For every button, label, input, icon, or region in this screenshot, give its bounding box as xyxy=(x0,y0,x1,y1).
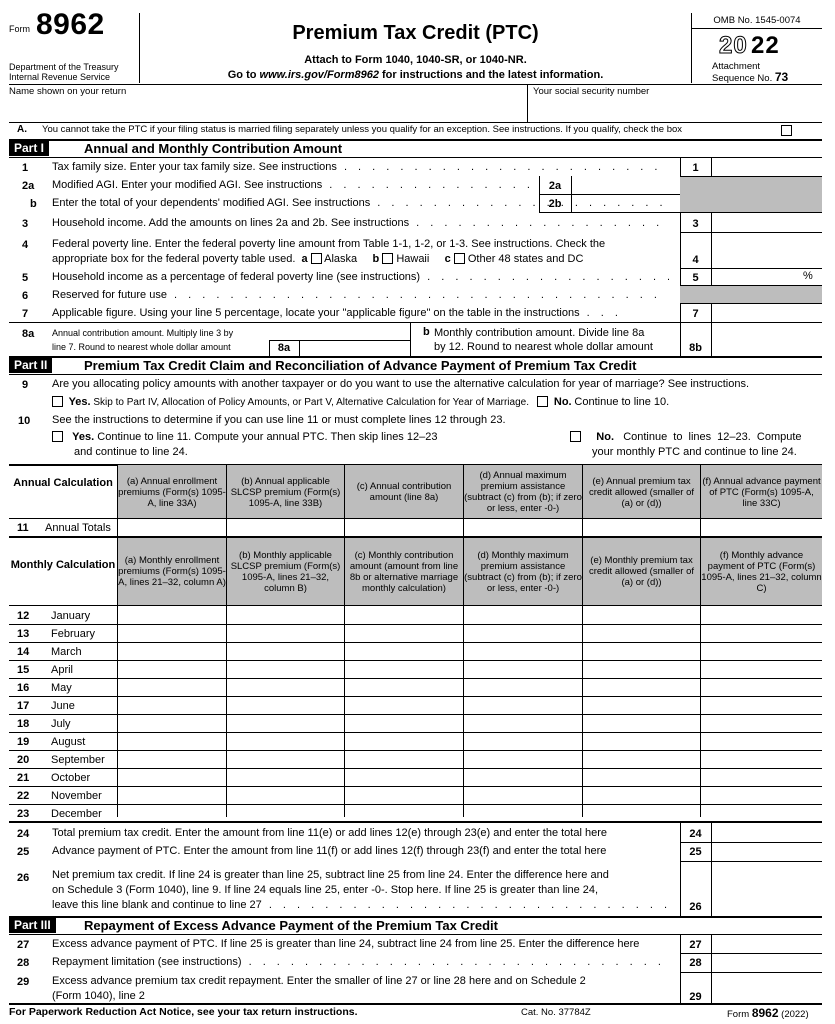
name-label: Name shown on your return xyxy=(9,86,127,97)
month-col-b-input[interactable] xyxy=(227,643,344,660)
line3-number: 3 xyxy=(22,218,29,230)
month-col-c-input[interactable] xyxy=(345,787,463,804)
annual-col-d-header: (d) Annual maximum premium assistance (subtract (c) from (b); if zero or less, enter -0-) xyxy=(464,470,582,514)
sequence-number: 73 xyxy=(774,70,789,84)
month-col-d-input[interactable] xyxy=(464,787,582,804)
line28-text: Repayment limitation (see instructions) . . . . . . xyxy=(52,955,669,970)
month-line-number: 13 xyxy=(17,628,30,640)
month-col-a-input[interactable] xyxy=(118,625,226,642)
month-col-f-input[interactable] xyxy=(701,625,822,642)
annual-col-f-header: (f) Annual advance payment of PTC (Form(s) 1095-A, line 33C) xyxy=(702,475,821,509)
part3-badge: Part III xyxy=(9,918,56,933)
line26-input[interactable] xyxy=(712,862,822,916)
part3-header-rule xyxy=(9,934,822,935)
line8b-box-number: 8b xyxy=(689,342,702,354)
month-col-c-input[interactable] xyxy=(345,733,463,750)
monthly-col-a-header: (a) Monthly enrollment premiums (Form(s) 1095-A, lines 21–32, column A) xyxy=(118,555,226,588)
monthly-col-d-header: (d) Monthly maximum premium assistance (subtract (c) from (b); if zero or less, enter -0-) xyxy=(464,549,582,594)
month-col-a-input[interactable] xyxy=(118,769,226,786)
month-name: September xyxy=(51,754,105,766)
annual-col-c-header: (c) Annual contribution amount (line 8a) xyxy=(356,481,452,503)
month-name: November xyxy=(51,790,102,802)
alaska-checkbox[interactable] xyxy=(311,253,322,264)
month-name: October xyxy=(51,772,91,784)
part2-badge: Part II xyxy=(9,358,52,373)
month-col-f-input[interactable] xyxy=(701,679,822,696)
line8a-text-2: line 7. Round to nearest whole dollar amount xyxy=(52,342,231,352)
annual-totals-label: Annual Totals xyxy=(45,522,111,534)
line7-input[interactable] xyxy=(712,304,822,321)
sequence-text: Sequence No. xyxy=(712,73,773,84)
name-field[interactable] xyxy=(9,96,526,122)
month-col-c-input[interactable] xyxy=(345,751,463,768)
line8a-number: 8a xyxy=(22,328,35,340)
month-col-c-input[interactable] xyxy=(345,679,463,696)
monthly-col-b-header: (b) Monthly applicable SLCSP premium (Form(s) 1095-A, lines 21–32, column B) xyxy=(230,549,341,594)
line-a-text: You cannot take the PTC if your filing status is married filing separately unless you qualify for an exception. See instructions. If you qualify, check the box xyxy=(42,124,683,135)
line2a-text: Modified AGI. Enter your modified AGI. See instructions . . . xyxy=(52,178,669,193)
month-col-a-input[interactable] xyxy=(118,751,226,768)
month-col-a-input[interactable] xyxy=(118,607,226,624)
month-col-b-input[interactable] xyxy=(227,679,344,696)
part3-title: Repayment of Excess Advance Payment of the Premium Tax Credit xyxy=(84,918,498,933)
month-col-b-input[interactable] xyxy=(227,769,344,786)
month-col-c-input[interactable] xyxy=(345,697,463,714)
table-bottom-rule xyxy=(9,821,822,823)
line3-text: Household income. Add the amounts on lines 2a and 2b. See instructions . . . xyxy=(52,216,669,231)
line8a-box-number: 8a xyxy=(277,342,291,354)
line28-input[interactable] xyxy=(712,954,822,971)
form-word: Form xyxy=(9,24,30,34)
month-col-e-input[interactable] xyxy=(583,787,700,804)
month-col-b-input[interactable] xyxy=(227,625,344,642)
month-col-f-input[interactable] xyxy=(701,751,822,768)
month-col-a-input[interactable] xyxy=(118,679,226,696)
line8b-input[interactable] xyxy=(712,323,822,355)
month-col-a-input[interactable] xyxy=(118,733,226,750)
month-name: May xyxy=(51,682,72,694)
line11-col-f-input[interactable] xyxy=(701,519,822,536)
line5-text: Household income as a percentage of federal poverty line (see instructions) . . . xyxy=(52,270,669,285)
ssn-field[interactable] xyxy=(529,96,821,122)
month-col-b-input[interactable] xyxy=(227,697,344,714)
month-col-e-input[interactable] xyxy=(583,805,700,822)
goto-line xyxy=(140,69,691,81)
annual-col-e-header: (e) Annual premium tax credit allowed (smaller of (a) or (d)) xyxy=(588,475,695,509)
month-name: April xyxy=(51,664,74,676)
month-name: March xyxy=(51,646,82,658)
month-line-number: 21 xyxy=(17,772,30,784)
month-col-b-input[interactable] xyxy=(227,607,344,624)
line8a-text-1: Annual contribution amount. Multiply line 3 by xyxy=(52,328,234,338)
tax-year-bold: 22 xyxy=(751,32,780,59)
month-col-c-input[interactable] xyxy=(345,625,463,642)
dept-treasury: Department of the Treasury xyxy=(9,62,119,72)
line11-col-b-input[interactable] xyxy=(227,519,344,536)
month-col-f-input[interactable] xyxy=(701,715,822,732)
line24-number: 24 xyxy=(17,828,30,840)
line25-box-number: 25 xyxy=(689,846,702,858)
month-name: July xyxy=(51,718,71,730)
line4-text-2: appropriate box for the federal poverty table used. a Alaska b Hawaii c Other 48 states and DC xyxy=(52,253,584,265)
month-col-c-input[interactable] xyxy=(345,769,463,786)
line8-divider xyxy=(410,322,411,356)
other-48-states-checkbox[interactable] xyxy=(454,253,465,264)
catalog-number: Cat. No. 37784Z xyxy=(521,1007,591,1018)
line1-input[interactable] xyxy=(712,158,822,175)
month-col-e-input[interactable] xyxy=(583,625,700,642)
month-col-d-input[interactable] xyxy=(464,769,582,786)
line4-text-1: Federal poverty line. Enter the federal poverty line amount from Table 1-1, 1-2, or 1-3. See instructions. Check the xyxy=(52,238,606,250)
month-col-a-input[interactable] xyxy=(118,661,226,678)
line10-number: 10 xyxy=(18,415,31,427)
line26-text-1: Net premium tax credit. If line 24 is greater than line 25, subtract line 25 from line 24. Enter the difference here and xyxy=(52,869,609,881)
month-col-d-input[interactable] xyxy=(464,625,582,642)
month-col-e-input[interactable] xyxy=(583,733,700,750)
month-col-d-input[interactable] xyxy=(464,679,582,696)
month-col-f-input[interactable] xyxy=(701,697,822,714)
line27-input[interactable] xyxy=(712,935,822,952)
footer-form-id: Form 8962 (2022) xyxy=(727,1006,809,1020)
month-col-a-input[interactable] xyxy=(118,715,226,732)
line10-no-checkbox[interactable] xyxy=(570,431,581,442)
month-line-number: 17 xyxy=(17,700,30,712)
line8b-text-2: by 12. Round to nearest whole dollar amount xyxy=(434,341,653,353)
line2b-text: Enter the total of your dependents' modified AGI. See instructions . . . xyxy=(52,196,669,211)
annual-col-a-header: (a) Annual enrollment premiums (Form(s) 1095-A, line 33A) xyxy=(118,475,226,509)
line29-text-2: (Form 1040), line 2 xyxy=(52,990,145,1002)
line6-number: 6 xyxy=(22,290,29,302)
line10-no-line1: No. Continue to lines 12–23. Compute xyxy=(570,430,802,445)
line11-col-a-input[interactable] xyxy=(118,519,226,536)
month-col-f-input[interactable] xyxy=(701,787,822,804)
monthly-header-rule xyxy=(9,605,822,606)
part3-bottom-rule xyxy=(9,1003,822,1005)
line27-number: 27 xyxy=(17,939,30,951)
omb-number: OMB No. 1545-0074 xyxy=(713,15,801,26)
month-col-b-input[interactable] xyxy=(227,787,344,804)
line5-input[interactable] xyxy=(712,269,807,284)
line1-rule xyxy=(680,176,822,177)
monthly-col-e-header: (e) Monthly premium tax credit allowed (smaller of (a) or (d)) xyxy=(588,555,695,588)
month-col-e-input[interactable] xyxy=(583,751,700,768)
line26-box-number: 26 xyxy=(689,901,702,913)
goto-pre: Go to xyxy=(227,69,260,81)
month-line-number: 22 xyxy=(17,790,30,802)
line24-text: Total premium tax credit. Enter the amount from line 11(e) or add lines 12(e) through 23(e) and enter the total here xyxy=(52,827,607,839)
month-col-d-input[interactable] xyxy=(464,805,582,822)
month-name: June xyxy=(51,700,75,712)
line11-col-d-input[interactable] xyxy=(464,519,582,536)
month-col-e-input[interactable] xyxy=(583,607,700,624)
month-col-d-input[interactable] xyxy=(464,751,582,768)
line1-box-number: 1 xyxy=(692,162,699,174)
line6-text: Reserved for future use . . . . . . xyxy=(52,288,669,303)
month-line-number: 14 xyxy=(17,646,30,658)
line4-number: 4 xyxy=(22,239,29,251)
month-col-f-input[interactable] xyxy=(701,733,822,750)
month-col-e-input[interactable] xyxy=(583,697,700,714)
month-col-c-input[interactable] xyxy=(345,607,463,624)
part2-title: Premium Tax Credit Claim and Reconciliation of Advance Payment of Premium Tax Credit xyxy=(84,358,637,373)
part1-badge: Part I xyxy=(9,141,49,156)
month-col-c-input[interactable] xyxy=(345,805,463,822)
line26-text-2: on Schedule 3 (Form 1040), line 9. If line 24 equals line 25, enter -0-. Stop here. If line 25 is greater than line 24, xyxy=(52,884,599,896)
line28-number: 28 xyxy=(17,957,30,969)
line10-no-line2: your monthly PTC and continue to line 24. xyxy=(592,446,797,458)
goto-post: for instructions and the latest information. xyxy=(378,69,604,81)
line4-box-number: 4 xyxy=(692,254,699,266)
line5-box-number: 5 xyxy=(692,272,699,284)
line10-yes-line2: and continue to line 24. xyxy=(74,446,188,458)
hawaii-checkbox[interactable] xyxy=(382,253,393,264)
line7-box-number: 7 xyxy=(692,308,699,320)
month-col-e-input[interactable] xyxy=(583,769,700,786)
line9-no-checkbox[interactable] xyxy=(537,396,548,407)
line11-col-e-input[interactable] xyxy=(583,519,700,536)
line9-number: 9 xyxy=(22,379,29,391)
month-col-f-input[interactable] xyxy=(701,769,822,786)
line2b-number: b xyxy=(30,198,37,210)
line2-shaded-area xyxy=(680,176,822,212)
line29-input[interactable] xyxy=(712,973,822,1002)
month-col-c-input[interactable] xyxy=(345,643,463,660)
paperwork-notice: For Paperwork Reduction Act Notice, see your tax return instructions. xyxy=(9,1006,358,1018)
line27-box-number: 27 xyxy=(689,939,702,951)
form-number: 8962 xyxy=(36,8,105,41)
monthly-col-c-header: (c) Monthly contribution amount (amount from line 8b or alternative marriage monthly calculation) xyxy=(349,549,459,594)
month-col-e-input[interactable] xyxy=(583,661,700,678)
line4-input[interactable] xyxy=(712,233,822,267)
line2a-box-number: 2a xyxy=(548,180,562,192)
line2b-input[interactable] xyxy=(572,195,679,211)
line10-yes-checkbox[interactable] xyxy=(52,431,63,442)
line9-options: Yes. Skip to Part IV, Allocation of Policy Amounts, or Part V, Alternative Calculation for Year of Marriage. No. Continue to line 10. xyxy=(52,395,669,410)
line1-number: 1 xyxy=(22,162,29,174)
line25-text: Advance payment of PTC. Enter the amount from line 11(f) or add lines 12(f) through 23(f) and enter the total here xyxy=(52,845,607,857)
line5-rule xyxy=(680,285,822,286)
line29-number: 29 xyxy=(17,976,30,988)
line8b-text-1: Monthly contribution amount. Divide line 8a xyxy=(434,327,645,339)
month-col-d-input[interactable] xyxy=(464,733,582,750)
part2-header-rule xyxy=(9,374,822,375)
line26-number: 26 xyxy=(17,872,30,884)
line7-number: 7 xyxy=(22,308,29,320)
line24-box-number: 24 xyxy=(689,828,702,840)
month-col-d-input[interactable] xyxy=(464,661,582,678)
line7-text: Applicable figure. Using your line 5 percentage, locate your "applicable figure" on the table in the instructions . . . xyxy=(52,307,622,319)
line29-box-number: 29 xyxy=(689,991,702,1003)
line9-text: Are you allocating policy amounts with another taxpayer or do you want to use the alternative calculation for year of marriage? See instructions. xyxy=(52,378,750,390)
line-a-checkbox[interactable] xyxy=(781,125,792,136)
line26-text-3: leave this line blank and continue to line 27 . . . xyxy=(52,898,669,913)
month-col-a-input[interactable] xyxy=(118,643,226,660)
month-col-e-input[interactable] xyxy=(583,643,700,660)
line1-text: Tax family size. Enter your tax family size. See instructions . . . xyxy=(52,160,669,175)
line8a-box-left xyxy=(269,340,270,356)
month-col-b-input[interactable] xyxy=(227,805,344,822)
month-name: August xyxy=(51,736,86,748)
month-col-a-input[interactable] xyxy=(118,787,226,804)
month-col-d-input[interactable] xyxy=(464,643,582,660)
attachment-label: Attachment xyxy=(712,61,761,72)
part1-header-rule xyxy=(9,157,822,158)
ssn-label: Your social security number xyxy=(533,86,650,97)
month-col-f-input[interactable] xyxy=(701,607,822,624)
form-title: Premium Tax Credit (PTC) xyxy=(292,22,539,44)
annual-col-b-header: (b) Annual applicable SLCSP premium (Form(s) 1095-A, line 33B) xyxy=(230,475,341,509)
month-col-d-input[interactable] xyxy=(464,607,582,624)
month-line-number: 16 xyxy=(17,682,30,694)
line2a-input[interactable] xyxy=(572,177,679,193)
annual-calculation-heading: Annual Calculation xyxy=(13,477,113,489)
line10-yes-line1: Yes. Continue to line 11. Compute your annual PTC. Then skip lines 12–23 xyxy=(52,430,437,445)
omb-divider xyxy=(691,28,822,29)
month-col-a-input[interactable] xyxy=(118,805,226,822)
month-col-f-input[interactable] xyxy=(701,643,822,660)
line8a-input[interactable] xyxy=(300,341,408,355)
line5-number: 5 xyxy=(22,272,29,284)
line28-box-number: 28 xyxy=(689,957,702,969)
line2a-number: 2a xyxy=(22,180,35,192)
line7-rule xyxy=(9,322,822,323)
line25-number: 25 xyxy=(17,846,30,858)
instructions-link[interactable]: www.irs.gov/Form8962 xyxy=(259,69,379,81)
name-row-bottom-rule xyxy=(9,122,822,123)
irs-label: Internal Revenue Service xyxy=(9,72,111,82)
month-line-number: 15 xyxy=(17,664,30,676)
ssn-divider xyxy=(527,84,528,122)
form-8962-page xyxy=(9,8,822,1020)
line9-yes-checkbox[interactable] xyxy=(52,396,63,407)
month-line-number: 12 xyxy=(17,610,30,622)
month-col-c-input[interactable] xyxy=(345,661,463,678)
tax-year-outline: 20 xyxy=(719,32,748,59)
month-col-d-input[interactable] xyxy=(464,697,582,714)
month-col-e-input[interactable] xyxy=(583,715,700,732)
month-col-b-input[interactable] xyxy=(227,751,344,768)
month-line-number: 19 xyxy=(17,736,30,748)
line2b-box-number: 2b xyxy=(548,198,562,210)
month-col-a-input[interactable] xyxy=(118,697,226,714)
monthly-col-f-header: (f) Monthly advance payment of PTC (Form(s) 1095-A, lines 21–32, column C) xyxy=(701,549,822,594)
month-name: February xyxy=(51,628,96,640)
line10-text: See the instructions to determine if you can use line 11 or must complete lines 12 through 23. xyxy=(52,414,506,426)
line11-number: 11 xyxy=(17,522,29,534)
month-col-b-input[interactable] xyxy=(227,715,344,732)
attach-line: Attach to Form 1040, 1040-SR, or 1040-NR. xyxy=(304,54,527,66)
line8b-letter: b xyxy=(423,326,430,338)
month-name: January xyxy=(51,610,91,622)
part1-title: Annual and Monthly Contribution Amount xyxy=(84,141,343,156)
month-col-f-input[interactable] xyxy=(701,805,822,822)
line3-box-number: 3 xyxy=(692,218,699,230)
month-col-c-input[interactable] xyxy=(345,715,463,732)
line25-input[interactable] xyxy=(712,843,822,860)
month-col-b-input[interactable] xyxy=(227,661,344,678)
month-col-e-input[interactable] xyxy=(583,679,700,696)
line6-shaded-area xyxy=(680,285,822,303)
month-name: December xyxy=(51,808,102,820)
month-col-b-input[interactable] xyxy=(227,733,344,750)
month-line-number: 20 xyxy=(17,754,30,766)
header-bottom-rule xyxy=(9,84,822,85)
line24-input[interactable] xyxy=(712,824,822,841)
line11-col-c-input[interactable] xyxy=(345,519,463,536)
line-a-number: A. xyxy=(17,124,27,135)
line27-text: Excess advance payment of PTC. If line 25 is greater than line 24, subtract line 24 from line 25. Enter the difference here xyxy=(52,938,640,950)
sequence-label xyxy=(712,72,788,84)
month-col-f-input[interactable] xyxy=(701,661,822,678)
line29-text-1: Excess advance premium tax credit repayment. Enter the smaller of line 27 or line 28 here and on Schedule 2 xyxy=(52,975,586,987)
percent-sign: % xyxy=(803,270,813,282)
month-line-number: 18 xyxy=(17,718,30,730)
month-line-number: 23 xyxy=(17,808,30,820)
month-col-d-input[interactable] xyxy=(464,715,582,732)
monthly-calculation-heading: Monthly Calculation xyxy=(10,559,116,571)
line3-input[interactable] xyxy=(712,213,822,231)
